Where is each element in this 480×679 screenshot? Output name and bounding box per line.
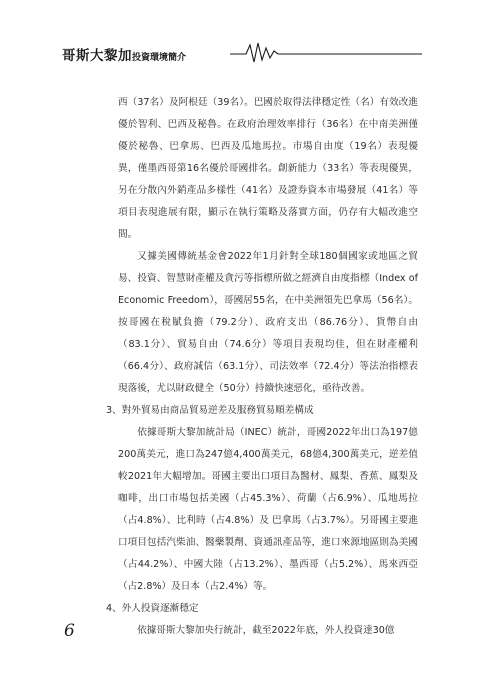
body-text — [106, 92, 418, 642]
section-heading-3: 3、對外貿易由商品貿易逆差及服務貿易順差構成 — [106, 405, 314, 416]
paragraph-2: 又據美國傳統基金會2022年1月針對全球180個國家或地區之貿易、投資、智慧財產權及貪污等指標所做之經濟自由度指標（Index of Economic Freedom），哥國居55名，在中美洲領先巴拿馬（56名）。按哥國在稅賦負擔（79.2分）、政府支出（86.76分）、貨幣自由（83.1分）、貿易自由（74.6分）等項目表現均佳，但在財產權利（66.4分）、政府誠信（63.1分）、司法效率（72.4分）等法治指標表現落後，尤以財政健全（50分）持續快速惡化，亟待改善。 — [118, 251, 418, 394]
section-heading-4: 4、外人投資逐漸穩定 — [106, 603, 199, 614]
running-header — [62, 40, 422, 68]
paragraph-1: 西（37名）及阿根廷（39名）。巴國於取得法律穩定性（名）有效改進優於智利、巴西及秘魯。在政府治理效率排行（36名）在中南美洲僅優於秘魯、巴拿馬、巴西及瓜地馬拉。市場自由度（19名）表現優異，僅墨西哥第16名優於哥國排名。創新能力（33名）等表現優異，另在分散內外銷產品多樣性（41名）及證券資本市場發展（41名）等項目表現進展有限，顯示在執行策略及落實方面，仍存有大幅改進空間。 — [118, 97, 418, 240]
paragraph-3: 依據哥斯大黎加統計局（INEC）統計，哥國2022年出口為197億200萬美元，進口為247億4,400萬美元，68億4,300萬美元，逆差值較2021年大幅增加。哥國主要出口項目為醫材、鳳梨、香蕉、鳳梨及咖啡，出口市場包括美國（占45.3%）、荷蘭（占6.9%）、瓜地馬拉（占4.8%）、比利時（占4.8%）及 巴拿馬（占3.7%）。另哥國主要進口項目包括汽柴油、醫藥製劑、資通訊產品等，進口來源地區則為美國（占44.2%）、中國大陸（占13.2%）、墨西哥（占5.2%）、馬來西亞（占2.8%）及日本（占2.4%）等。 — [118, 427, 418, 592]
header-title-sub: 投資環境簡介 — [132, 53, 187, 63]
header-title-main: 哥斯大黎加 — [62, 48, 132, 64]
heartbeat-line-icon — [230, 40, 422, 64]
paragraph-4: 依據哥斯大黎加央行統計，截至2022年底，外人投資達30億 — [137, 625, 395, 636]
page-number: 6 — [64, 621, 75, 641]
header-title — [62, 44, 186, 64]
